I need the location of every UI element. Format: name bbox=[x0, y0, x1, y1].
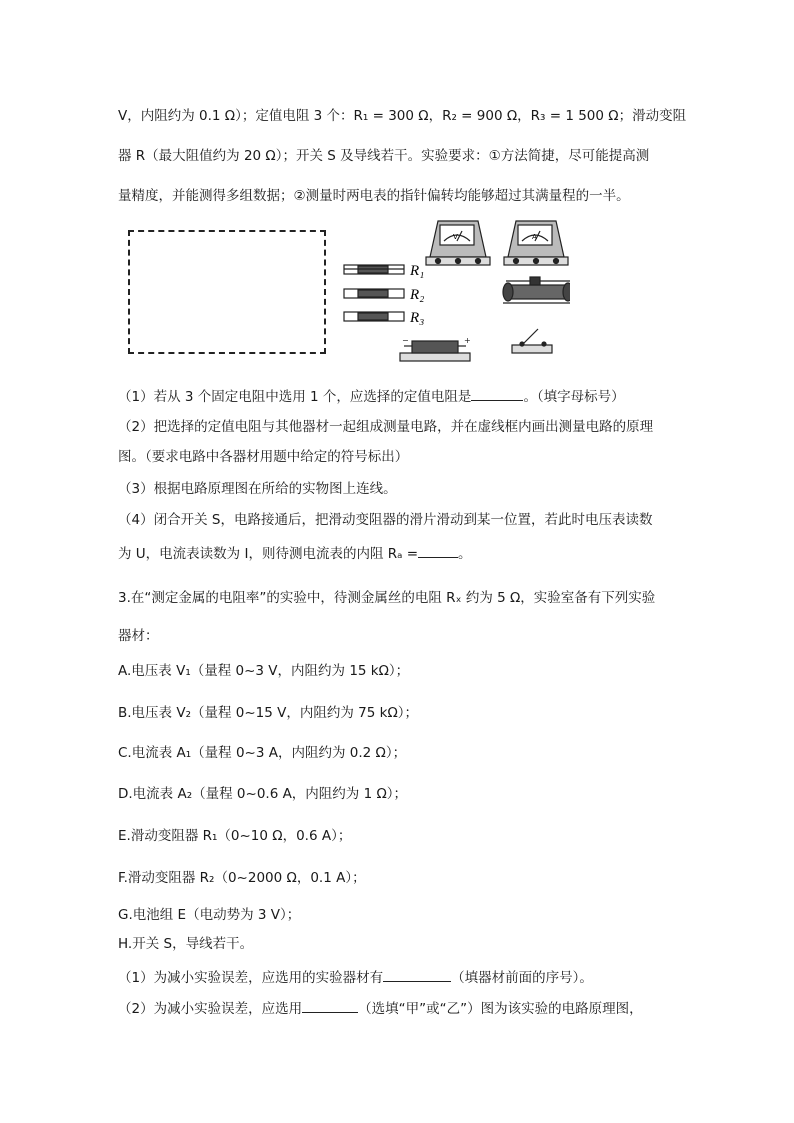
circuit-drawing-box[interactable] bbox=[128, 230, 326, 354]
label-r1: R₁ bbox=[410, 263, 425, 279]
voltmeter-icon bbox=[426, 221, 490, 265]
answer-blank-s1[interactable] bbox=[383, 967, 451, 982]
sub-question-1: （1）为减小实验误差，应选用的实验器材有 （填器材前面的序号）。 bbox=[118, 967, 593, 988]
battery-icon bbox=[400, 336, 471, 361]
question-2b: 图。（要求电路中各器材用题中给定的符号标出） bbox=[118, 449, 409, 465]
item-d: D.电流表 A₂（量程 0~0.6 A，内阻约为 1 Ω）； bbox=[118, 786, 408, 802]
line-2: 器 R（最大阻值约为 20 Ω）；开关 S 及导线若干。实验要求：①方法简捷，尽可能提高测 bbox=[118, 148, 650, 164]
line-1: V，内阻约为 0.1 Ω）；定值电阻 3 个：R₁ = 300 Ω，R₂ = 900 Ω，R₃ = 1 500 Ω；滑动变阻 bbox=[118, 108, 687, 124]
svg-text:+: + bbox=[464, 336, 471, 345]
svg-text:−: − bbox=[402, 336, 409, 345]
answer-blank-s2[interactable] bbox=[302, 998, 358, 1013]
item-f: F.滑动变阻器 R₂（0~2000 Ω，0.1 A）； bbox=[118, 870, 366, 886]
question-4b: 为 U，电流表读数为 I，则待测电流表的内阻 Rₐ = 。 bbox=[118, 543, 472, 564]
question-3: （3）根据电路原理图在所给的实物图上连线。 bbox=[118, 481, 397, 497]
ammeter-mark: A bbox=[532, 233, 537, 241]
item-h: H.开关 S，导线若干。 bbox=[118, 936, 254, 952]
label-r2: R₂ bbox=[410, 287, 425, 303]
item-b: B.电压表 V₂（量程 0~15 V，内阻约为 75 kΩ）； bbox=[118, 705, 419, 721]
question-2a: （2）把选择的定值电阻与其他器材一起组成测量电路，并在虚线框内画出测量电路的原理 bbox=[118, 419, 654, 435]
switch-icon bbox=[512, 329, 552, 353]
rheostat-icon bbox=[503, 277, 570, 303]
line-3: 量精度，并能测得多组数据；②测量时两电表的指针偏转均能够超过其满量程的一半。 bbox=[118, 188, 630, 204]
item-c: C.电流表 A₁（量程 0~3 A，内阻约为 0.2 Ω）； bbox=[118, 745, 407, 761]
item-g: G.电池组 E（电动势为 3 V）； bbox=[118, 907, 301, 923]
label-r3: R₃ bbox=[410, 310, 425, 326]
answer-blank-4[interactable] bbox=[418, 543, 458, 558]
resistor-r1-icon bbox=[344, 265, 404, 274]
item-a: A.电压表 V₁（量程 0~3 V，内阻约为 15 kΩ）； bbox=[118, 663, 410, 679]
answer-blank-1[interactable] bbox=[471, 386, 523, 401]
problem-3-line-1: 3.在“测定金属的电阻率”的实验中，待测金属丝的电阻 Rₓ 约为 5 Ω，实验室备有下列实验 bbox=[118, 590, 656, 606]
resistor-r2-icon bbox=[344, 289, 404, 298]
resistor-r3-icon bbox=[344, 312, 404, 321]
problem-3-line-2: 器材： bbox=[118, 628, 159, 644]
item-e: E.滑动变阻器 R₁（0~10 Ω，0.6 A）； bbox=[118, 828, 352, 844]
voltmeter-mark: V bbox=[453, 233, 458, 241]
question-1: （1）若从 3 个固定电阻中选用 1 个，应选择的定值电阻是 。（填字母标号） bbox=[118, 386, 625, 407]
apparatus-illustration bbox=[340, 213, 570, 373]
question-4a: （4）闭合开关 S，电路接通后，把滑动变阻器的滑片滑动到某一位置，若此时电压表读数 bbox=[118, 512, 653, 528]
sub-question-2: （2）为减小实验误差，应选用 （选填“甲”或“乙”）图为该实验的电路原理图， bbox=[118, 998, 643, 1019]
ammeter-icon bbox=[504, 221, 568, 265]
